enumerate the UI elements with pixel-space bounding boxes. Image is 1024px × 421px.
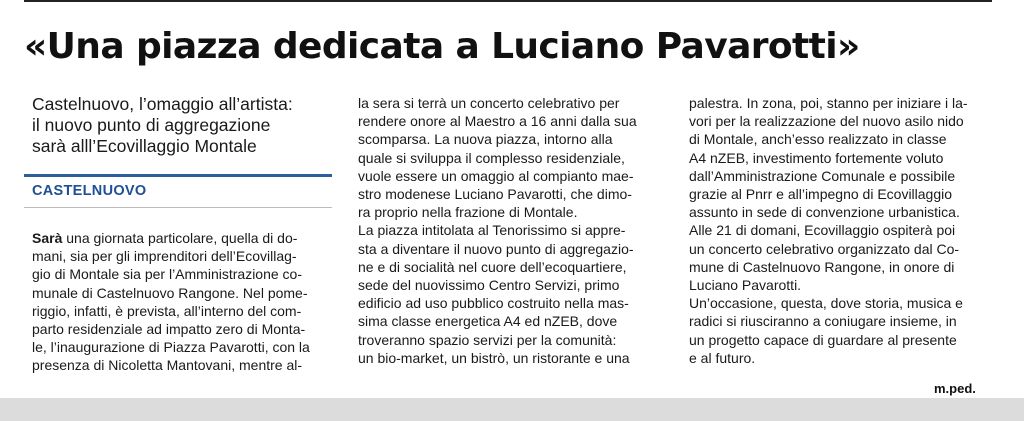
lead-word: Sarà bbox=[32, 230, 63, 246]
top-rule bbox=[24, 0, 992, 2]
text-line: e al futuro. bbox=[689, 349, 756, 366]
text-line: un concerto celebrativo organizzato dal Co- bbox=[689, 240, 960, 257]
text-line: assunto in sede di convenzione urbanistica. bbox=[689, 204, 960, 221]
article-column-1 bbox=[32, 229, 310, 375]
text-line: un bio-market, un bistrò, un ristorante e una bbox=[358, 349, 630, 366]
text-line: di Montale, anch’esso realizzato in classe bbox=[689, 131, 947, 148]
text-line: la sera si terrà un concerto celebrativo per bbox=[358, 95, 620, 111]
text-line: sima classe energetica A4 ed nZEB, dove bbox=[358, 313, 618, 330]
text-line: stro modenese Luciano Pavarotti, che dimo- bbox=[358, 186, 632, 203]
text-line: troveranno spazio servizi per la comunità: bbox=[358, 331, 617, 348]
text-line: vuole essere un omaggio al compianto mae- bbox=[358, 167, 634, 184]
subtitle-line: Castelnuovo, l’omaggio all’artista: bbox=[32, 94, 293, 114]
text-line: radici si riusciranno a coniugare insieme, in bbox=[689, 313, 957, 330]
text-line: rendere onore al Maestro a 16 anni dalla sua bbox=[358, 113, 637, 130]
text-line: sede del nuovissimo Centro Servizi, primo bbox=[358, 277, 620, 294]
text-line: A4 nZEB, investimento fortemente voluto bbox=[689, 149, 944, 166]
text-line: munale di Castelnuovo Rangone. Nel pome- bbox=[32, 284, 308, 301]
author-signature: m.ped. bbox=[934, 381, 976, 396]
section-label: CASTELNUOVO bbox=[32, 183, 147, 199]
section-rule bbox=[24, 174, 332, 177]
headline: «Una piazza dedicata a Luciano Pavarotti» bbox=[24, 26, 860, 67]
text-line: vori per la realizzazione del nuovo asilo nido bbox=[689, 113, 964, 130]
text-line: Luciano Pavarotti. bbox=[689, 277, 802, 294]
text-line: gio di Montale sia per l’Amministrazione co- bbox=[32, 266, 302, 283]
text-line: Alle 21 di domani, Ecovillaggio ospiterà poi bbox=[689, 222, 956, 239]
article-column-3 bbox=[689, 94, 968, 367]
text-line: presenza di Nicoletta Mantovani, mentre al- bbox=[32, 357, 303, 374]
text-line: quale si sviluppa il complesso residenziale, bbox=[358, 149, 625, 166]
text-line: edificio ad uso pubblico costruito nella mas- bbox=[358, 295, 629, 312]
text-line: palestra. In zona, poi, stanno per iniziare i la- bbox=[689, 95, 968, 111]
text-line: dall’Amministrazione Comunale e possibile bbox=[689, 167, 956, 184]
subtitle-line: il nuovo punto di aggregazione bbox=[32, 115, 271, 135]
text-line: ne e di socialità nel cuore dell’ecoquartiere, bbox=[358, 258, 627, 275]
text-line: La piazza intitolata al Tenorissimo si appre- bbox=[358, 222, 626, 239]
text-line: mune di Castelnuovo Rangone, in onore di bbox=[689, 258, 955, 275]
section-divider bbox=[24, 207, 332, 208]
text-line: grazie al Pnrr e all’impegno di Ecovillaggio bbox=[689, 186, 953, 203]
subtitle-line: sarà alll’Ecovillaggio Montale bbox=[32, 136, 257, 156]
text-line: scomparsa. La nuova piazza, intorno alla bbox=[358, 131, 613, 148]
text-line: le, l’inaugurazione di Piazza Pavarotti, con la bbox=[32, 339, 310, 356]
subtitle bbox=[32, 94, 293, 157]
lead-line-rest: una giornata particolare, quella di do- bbox=[62, 230, 298, 246]
text-line: un progetto capace di guardare al presente bbox=[689, 331, 957, 348]
article-column-2 bbox=[358, 94, 637, 367]
text-line: mani, sia per gli imprenditori dell’Ecovillag- bbox=[32, 248, 297, 265]
text-line: riggio, infatti, è prevista, all’interno del com- bbox=[32, 302, 302, 319]
text-line: parto residenziale ad impatto zero di Monta- bbox=[32, 321, 306, 338]
text-line: ra proprio nella frazione di Montale. bbox=[358, 204, 578, 221]
text-line: Un’occasione, questa, dove storia, musica e bbox=[689, 295, 963, 312]
bottom-band bbox=[0, 398, 1024, 421]
text-line bbox=[32, 229, 310, 247]
text-line: sta a diventare il nuovo punto di aggregazio- bbox=[358, 240, 634, 257]
